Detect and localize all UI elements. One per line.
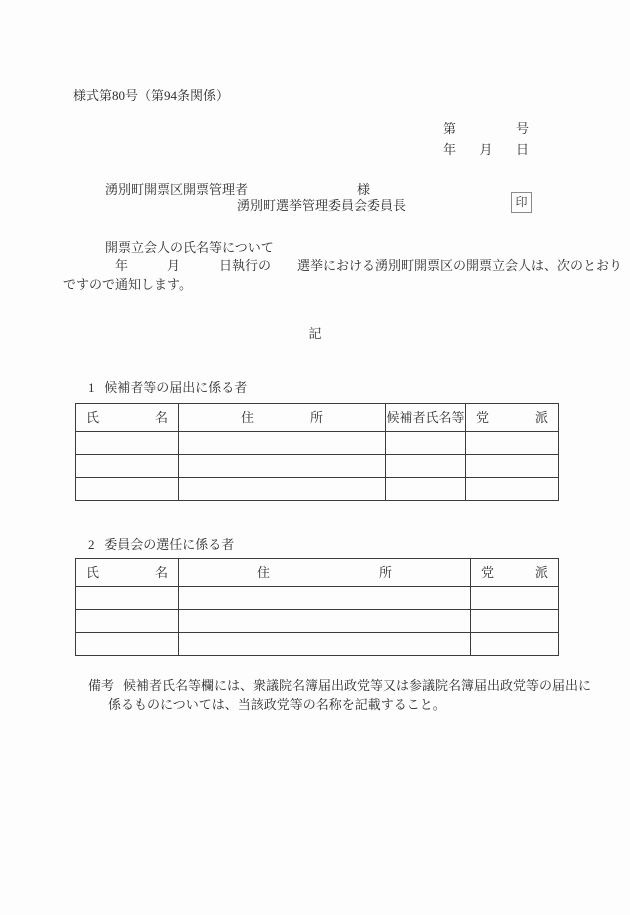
empty-cell — [466, 478, 559, 501]
header-name-left: 氏 — [86, 409, 100, 425]
empty-cell — [76, 610, 179, 633]
header-party-right: 派 — [534, 564, 548, 580]
note-line-2: 係るものについては、当該政党等の名称を記載すること。 — [108, 697, 446, 712]
empty-cell — [76, 587, 179, 610]
empty-cell — [179, 587, 471, 610]
note-label: 備考 — [88, 678, 115, 693]
empty-cell — [76, 432, 179, 455]
header-address-left: 住 — [241, 409, 255, 425]
table1-header-row — [76, 404, 559, 432]
section1-title: 候補者等の届出に係る者 — [104, 379, 248, 395]
note-line-1: 候補者氏名等欄には、衆議院名簿届出政党等又は参議院名簿届出政党等の届出に — [123, 678, 592, 693]
seal-box — [511, 192, 532, 213]
empty-cell — [466, 455, 559, 478]
table-row — [76, 478, 559, 501]
header-name-left: 氏 — [86, 564, 100, 580]
empty-cell — [179, 633, 471, 656]
addressee-honorific: 様 — [357, 182, 371, 197]
doc-number-prefix: 第 — [443, 121, 457, 136]
empty-cell — [466, 432, 559, 455]
header-name-right: 名 — [154, 564, 168, 580]
header-address-right: 所 — [309, 409, 323, 425]
table2-header-row — [76, 559, 559, 587]
date-month-label: 月 — [479, 142, 493, 157]
empty-cell — [179, 478, 386, 501]
header-party-left: 党 — [476, 409, 490, 425]
table2-header-party — [471, 559, 559, 587]
table-row — [76, 587, 559, 610]
empty-cell — [471, 633, 559, 656]
table-row — [76, 432, 559, 455]
date-year-label: 年 — [443, 142, 457, 157]
date-day-label: 日 — [515, 142, 529, 157]
empty-cell — [179, 610, 471, 633]
seal-mark: 印 — [515, 195, 528, 210]
addressee-name: 湧別町開票区開票管理者 — [105, 182, 249, 197]
table-candidate-appointees — [75, 403, 559, 501]
table-row — [76, 633, 559, 656]
header-name-right: 名 — [154, 409, 168, 425]
empty-cell — [386, 432, 466, 455]
empty-cell — [76, 633, 179, 656]
date-line — [443, 141, 529, 159]
empty-cell — [471, 587, 559, 610]
empty-cell — [471, 610, 559, 633]
ki-heading: 記 — [308, 326, 322, 341]
section1-number: 1 — [88, 379, 95, 395]
empty-cell — [179, 455, 386, 478]
body-line-2: ですので通知します。 — [63, 277, 192, 292]
table1-header-candidate: 候補者氏名等 — [386, 404, 466, 432]
section2-number: 2 — [88, 536, 95, 552]
empty-cell — [386, 478, 466, 501]
table1-header-party — [466, 404, 559, 432]
table-row — [76, 455, 559, 478]
doc-number-suffix: 号 — [515, 121, 529, 136]
table1-header-address — [179, 404, 386, 432]
empty-cell — [76, 455, 179, 478]
table2-header-name — [76, 559, 179, 587]
header-party-right: 派 — [534, 409, 548, 425]
header-address-right: 所 — [378, 564, 392, 580]
body-line-1: 年 月 日執行の 選挙における湧別町開票区の開票立会人は、次のとおり — [115, 258, 623, 273]
header-party-left: 党 — [481, 564, 495, 580]
table-committee-appointees — [75, 558, 559, 656]
empty-cell — [386, 455, 466, 478]
empty-cell — [179, 432, 386, 455]
doc-number-line — [443, 120, 529, 138]
empty-cell — [76, 478, 179, 501]
table2-header-address — [179, 559, 471, 587]
table1-header-name — [76, 404, 179, 432]
section2-title: 委員会の選任に係る者 — [104, 536, 235, 552]
form-number: 様式第80号（第94条関係） — [73, 88, 230, 103]
subject-line: 開票立会人の氏名等について — [105, 240, 274, 255]
sender-title: 湧別町選挙管理委員会委員長 — [237, 198, 407, 213]
table-row — [76, 610, 559, 633]
header-address-left: 住 — [257, 564, 271, 580]
